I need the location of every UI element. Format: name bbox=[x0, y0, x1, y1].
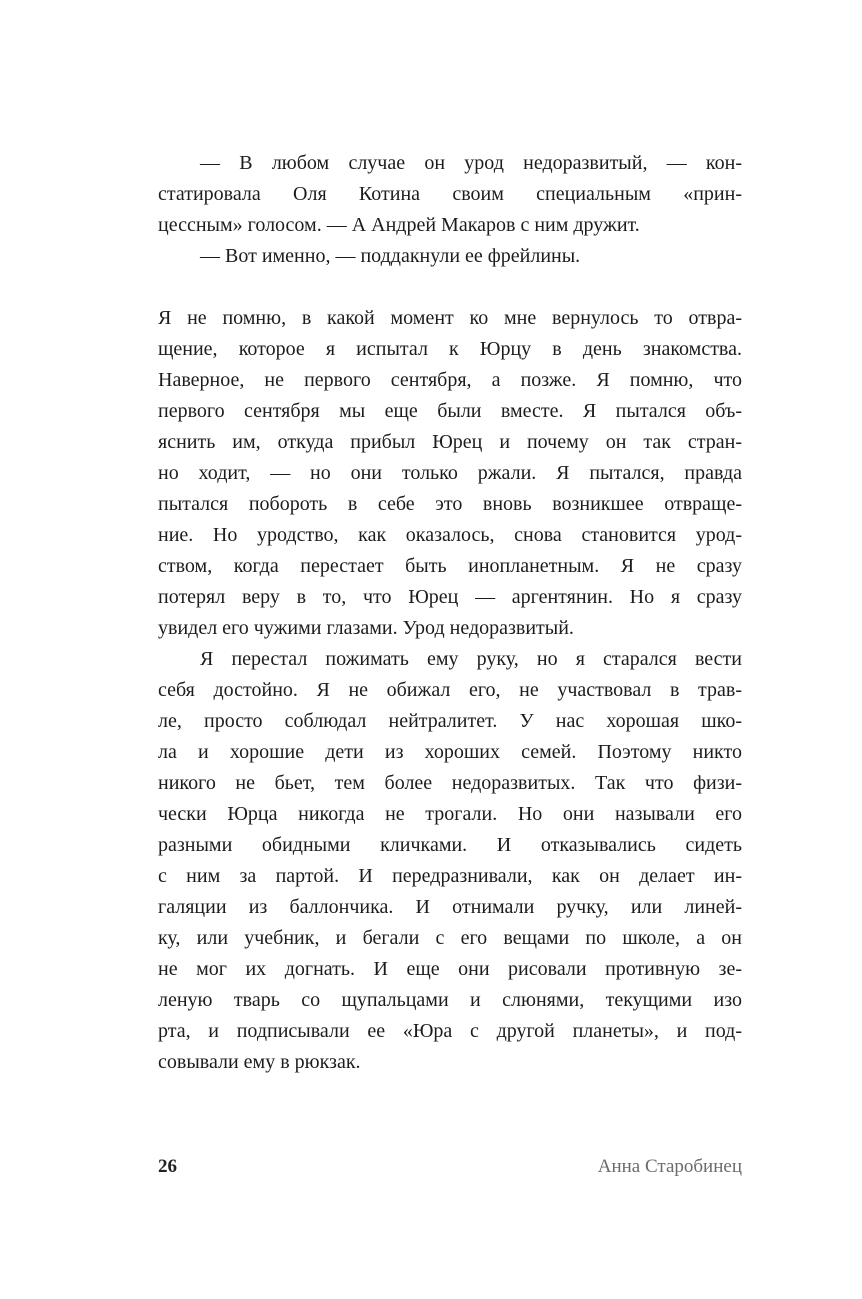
text-line: ние. Но уродство, как оказалось, снова становится урод- bbox=[158, 524, 742, 546]
paragraph bbox=[158, 148, 742, 241]
paragraph bbox=[158, 303, 742, 644]
text-line: себя достойно. Я не обижал его, не участвовал в трав- bbox=[158, 679, 742, 701]
text-line: ла и хорошие дети из хороших семей. Поэтому никто bbox=[158, 741, 742, 763]
text-line: — В любом случае он урод недоразвитый, — кон- bbox=[200, 152, 742, 174]
text-line: ку, или учебник, и бегали с его вещами по школе, а он bbox=[158, 927, 742, 949]
text-line: первого сентября мы еще были вместе. Я пытался объ- bbox=[158, 400, 742, 422]
text-line: пытался побороть в себе это вновь возникшее отвраще- bbox=[158, 493, 742, 515]
page-footer bbox=[158, 1155, 742, 1179]
text-line: леную тварь со щупальцами и слюнями, текущими изо bbox=[158, 989, 742, 1011]
text-line: никого не бьет, тем более недоразвитых. Так что физи- bbox=[158, 772, 742, 794]
text-line: цессным» голосом. — А Андрей Макаров с ним дружит. bbox=[158, 214, 640, 236]
text-line: Я не помню, в какой момент ко мне вернулось то отвра- bbox=[158, 307, 742, 329]
text-line: галяции из баллончика. И отнимали ручку, или линей- bbox=[158, 896, 742, 918]
page-number: 26 bbox=[158, 1156, 177, 1177]
text-line: совывали ему в рюкзак. bbox=[158, 1051, 361, 1073]
text-line: ле, просто соблюдал нейтралитет. У нас хорошая шко- bbox=[158, 710, 742, 732]
paragraph bbox=[158, 644, 742, 1078]
text-line: яснить им, откуда прибыл Юрец и почему он так стран- bbox=[158, 431, 742, 453]
text-line: Я перестал пожимать ему руку, но я старался вести bbox=[200, 648, 742, 670]
text-line: увидел его чужими глазами. Урод недоразвитый. bbox=[158, 617, 574, 639]
text-line: ством, когда перестает быть инопланетным. Я не сразу bbox=[158, 555, 742, 577]
paragraph bbox=[158, 241, 742, 272]
text-line: с ним за партой. И передразнивали, как он делает ин- bbox=[158, 865, 742, 887]
text-line: разными обидными кличками. И отказывались сидеть bbox=[158, 834, 742, 856]
text-line: не мог их догнать. И еще они рисовали противную зе- bbox=[158, 958, 742, 980]
body-text bbox=[158, 148, 742, 1078]
text-line: потерял веру в то, что Юрец — аргентянин. Но я сразу bbox=[158, 586, 742, 608]
running-author: Анна Старобинец bbox=[597, 1156, 742, 1177]
text-line: Наверное, не первого сентября, а позже. Я помню, что bbox=[158, 369, 742, 391]
text-line: но ходит, — но они только ржали. Я пытался, правда bbox=[158, 462, 742, 484]
text-line: статировала Оля Котина своим специальным «прин- bbox=[158, 183, 742, 205]
text-line: щение, которое я испытал к Юрцу в день знакомства. bbox=[158, 338, 742, 360]
text-line: чески Юрца никогда не трогали. Но они называли его bbox=[158, 803, 742, 825]
text-line: — Вот именно, — поддакнули ее фрейлины. bbox=[200, 245, 581, 267]
text-line: рта, и подписывали ее «Юра с другой планеты», и под- bbox=[158, 1020, 742, 1042]
